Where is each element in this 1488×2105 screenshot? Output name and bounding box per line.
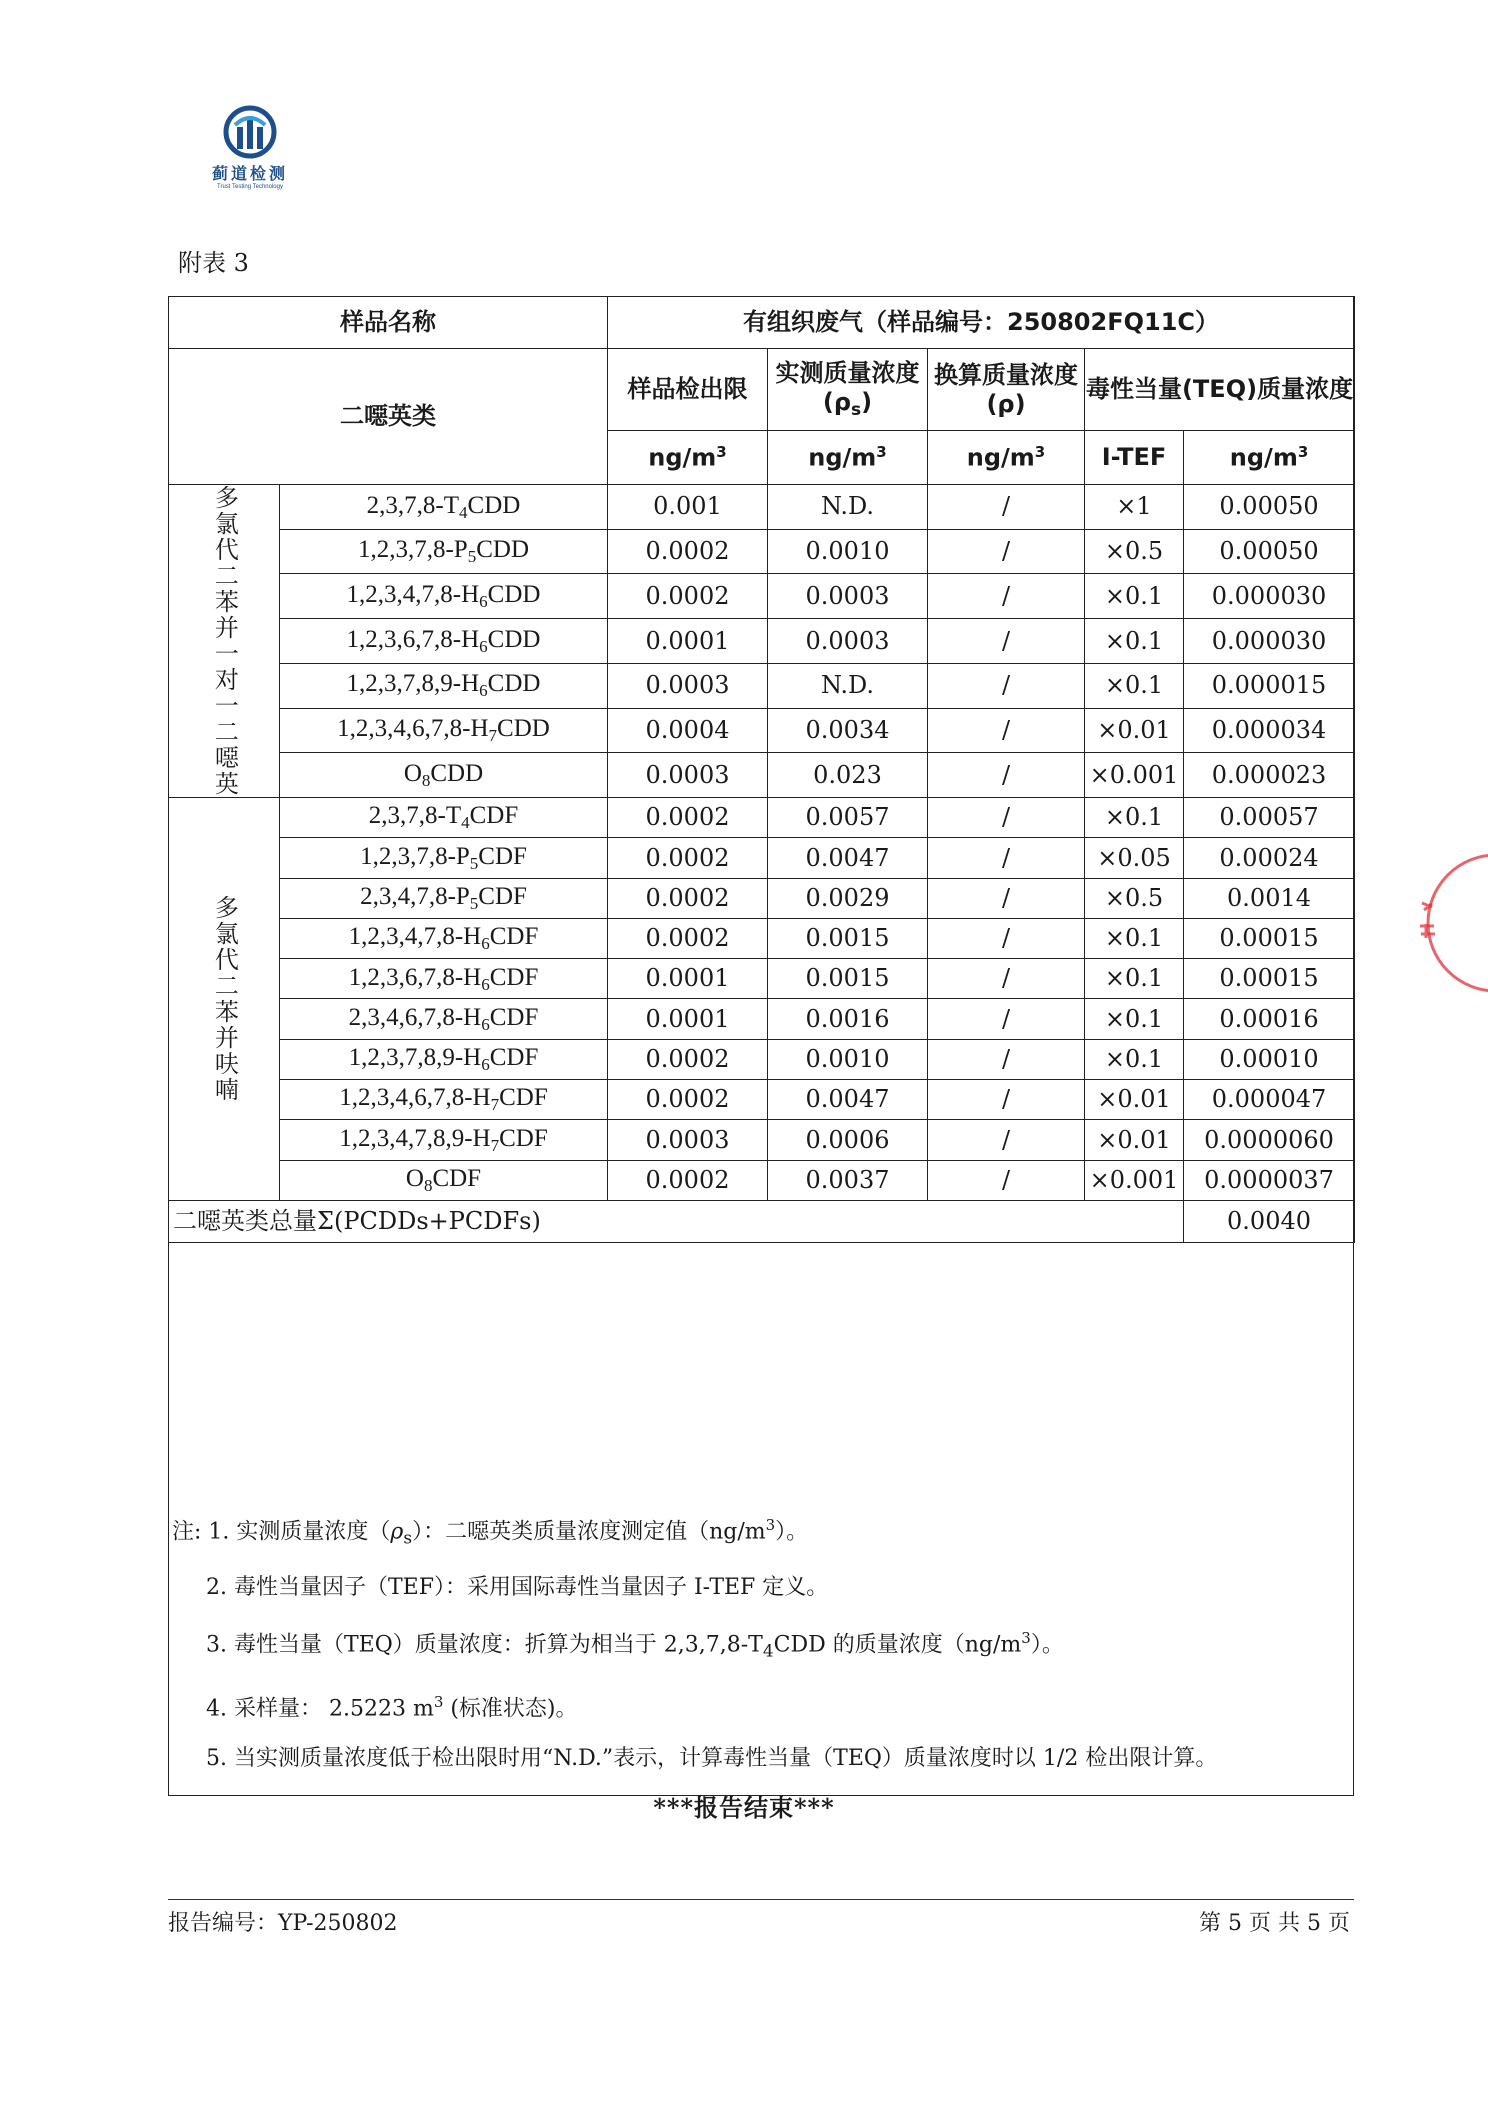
unit-text: ng/m (808, 443, 877, 472)
compound-subscript: 7 (490, 1135, 500, 1155)
compound-prefix: 1,2,3,6,7,8-H (346, 625, 480, 653)
table-row (169, 959, 1355, 999)
note-3-text-b: CDD 的质量浓度（ng/m (773, 1632, 1022, 1658)
total-value: 0.0040 (1184, 1200, 1355, 1242)
compound-subscript: 6 (481, 974, 490, 994)
compound-prefix: 1,2,3,4,6,7,8-H (337, 715, 489, 743)
teq-cell: 0.0000060 (1184, 1120, 1355, 1160)
compound-suffix: CDF (489, 963, 539, 991)
converted-cell: / (928, 1160, 1085, 1200)
compound-suffix: CDF (469, 802, 519, 830)
company-logo (200, 105, 300, 190)
note-3-sub: 4 (762, 1641, 774, 1662)
converted-cell: / (928, 753, 1085, 798)
compound-prefix: 2,3,7,8-T (368, 802, 462, 830)
teq-cell: 0.000034 (1184, 708, 1355, 753)
compound-name (280, 1160, 608, 1200)
teq-cell: 0.00015 (1184, 918, 1355, 958)
detection-limit-cell: 0.0001 (608, 999, 768, 1039)
total-row (169, 1200, 1355, 1242)
compound-name (280, 529, 608, 574)
teq-cell: 0.0014 (1184, 878, 1355, 918)
note-4 (172, 1677, 1348, 1734)
compound-prefix: 1,2,3,4,7,8-H (346, 581, 480, 609)
compound-subscript: 6 (479, 636, 488, 656)
converted-cell: / (928, 798, 1085, 838)
compound-name (280, 798, 608, 838)
detection-limit-cell: 0.0001 (608, 959, 768, 999)
col-measured-close: ) (861, 387, 873, 416)
converted-cell: / (928, 574, 1085, 619)
teq-cell: 0.00050 (1184, 529, 1355, 574)
note-4-text-a: 4. 采样量： 2.5223 m (206, 1695, 434, 1721)
compound-subscript: 6 (479, 592, 488, 612)
compound-suffix: CDF (478, 842, 527, 870)
teq-cell: 0.000023 (1184, 753, 1355, 798)
note-4-text-b: (标准状态)。 (443, 1695, 578, 1721)
measured-cell: 0.0003 (768, 619, 928, 664)
sample-name-label: 样品名称 (169, 297, 608, 349)
teq-cell: 0.00010 (1184, 1039, 1355, 1079)
measured-cell: N.D. (768, 485, 928, 530)
teq-cell: 0.0000037 (1184, 1160, 1355, 1200)
compound-subscript: 5 (469, 894, 479, 914)
converted-cell: / (928, 485, 1085, 530)
converted-cell: / (928, 838, 1085, 878)
note-1-text-a: 注: 1. 实测质量浓度（ (172, 1519, 391, 1545)
measured-cell: 0.0015 (768, 918, 928, 958)
compound-suffix: CDF (489, 1044, 539, 1072)
teq-cell: 0.000015 (1184, 663, 1355, 708)
measured-cell: 0.0006 (768, 1120, 928, 1160)
compound-suffix: CDD (487, 625, 541, 653)
seal-stamp-icon (1408, 848, 1488, 998)
compound-subscript: 7 (488, 726, 498, 746)
unit-itef: I-TEF (1085, 431, 1184, 485)
table-row (169, 1039, 1355, 1079)
measured-cell: 0.0029 (768, 878, 928, 918)
compound-name (280, 485, 608, 530)
compound-prefix: O (403, 759, 422, 787)
total-label: 二噁英类总量Σ(PCDDs+PCDFs) (169, 1200, 1184, 1242)
compound-suffix: CDF (489, 1003, 539, 1031)
pcdf-group-label: 多氯代二苯并呋喃 (169, 798, 280, 1201)
compound-subscript: 8 (421, 770, 431, 790)
report-end-text: ***报告结束*** (653, 1793, 835, 1822)
teq-cell: 0.000047 (1184, 1080, 1355, 1120)
detection-limit-cell: 0.001 (608, 485, 768, 530)
report-number: 报告编号：YP-250802 (168, 1911, 398, 1936)
compound-prefix: 1,2,3,6,7,8-H (348, 963, 482, 991)
compound-suffix: CDF (478, 883, 527, 910)
detection-limit-cell: 0.0002 (608, 1080, 768, 1120)
tef-cell: ×0.1 (1085, 574, 1184, 619)
compound-prefix: O (405, 1165, 424, 1193)
tef-cell: ×0.1 (1085, 999, 1184, 1039)
teq-cell: 0.00016 (1184, 999, 1355, 1039)
measured-cell: 0.0047 (768, 1080, 928, 1120)
table-row (169, 663, 1355, 708)
measured-cell: 0.0015 (768, 959, 928, 999)
compound-suffix: CDD (476, 536, 530, 564)
company-name-en: Trust Testing Technology (217, 184, 283, 190)
compound-prefix: 2,3,7,8-T (366, 491, 460, 519)
compound-subscript: 6 (479, 681, 488, 701)
compound-prefix: 2,3,4,7,8-P (360, 883, 470, 910)
compound-subscript: 6 (481, 1055, 490, 1075)
table-row (169, 918, 1355, 958)
note-2: 2. 毒性当量因子（TEF）：采用国际毒性当量因子 I-TEF 定义。 (206, 1575, 829, 1601)
compound-name (280, 753, 608, 798)
table-row (169, 619, 1355, 664)
teq-cell: 0.00024 (1184, 838, 1355, 878)
compound-prefix: 1,2,3,7,8,9-H (346, 670, 480, 698)
table-row (169, 798, 1355, 838)
measured-cell: 0.0003 (768, 574, 928, 619)
note-3-text-c: ）。 (1030, 1632, 1064, 1658)
converted-cell: / (928, 1039, 1085, 1079)
note-1-text-b: ）：二噁英类质量浓度测定值（ng/m (412, 1519, 766, 1545)
note-4-sup: 3 (433, 1692, 444, 1711)
note-3 (172, 1613, 1348, 1676)
col-measured-sub: s (851, 399, 862, 420)
footer-divider (168, 1899, 1354, 1900)
note-1-sup: 3 (765, 1516, 776, 1534)
category-label: 二噁英类 (169, 349, 608, 485)
detection-limit-cell: 0.0002 (608, 1160, 768, 1200)
pcdd-group-label: 多氯代二苯并一对一二噁英 (169, 485, 280, 798)
tef-cell: ×0.1 (1085, 1039, 1184, 1079)
note-5: 5. 当实测质量浓度低于检出限时用“N.D.”表示，计算毒性当量（TEQ）质量浓度时以 1/2 检出限计算。 (206, 1745, 1218, 1771)
compound-subscript: 7 (490, 1095, 500, 1115)
converted-cell: / (928, 1120, 1085, 1160)
table-row (169, 838, 1355, 878)
table-row (169, 1080, 1355, 1120)
measured-cell: 0.0037 (768, 1160, 928, 1200)
detection-limit-cell: 0.0002 (608, 574, 768, 619)
unit-sup: 3 (716, 442, 727, 461)
header-row (169, 349, 1355, 431)
detection-limit-cell: 0.0002 (608, 878, 768, 918)
appendix-title: 附表 3 (178, 249, 249, 277)
teq-cell: 0.00057 (1184, 798, 1355, 838)
col-measured-text: 实测质量浓度(ρ (775, 358, 920, 416)
compound-prefix: 1,2,3,7,8-P (357, 536, 468, 564)
converted-cell: / (928, 1080, 1085, 1120)
table-row (169, 1120, 1355, 1160)
unit-text: ng/m (1229, 443, 1298, 472)
measured-cell: N.D. (768, 663, 928, 708)
compound-suffix: CDF (499, 1084, 548, 1112)
measured-cell: 0.0034 (768, 708, 928, 753)
table-row (169, 1160, 1355, 1200)
sample-name-row (169, 297, 1355, 349)
converted-cell: / (928, 918, 1085, 958)
note-3-sup: 3 (1021, 1629, 1031, 1648)
compound-name (280, 838, 608, 878)
col-converted: 换算质量浓度(ρ) (928, 349, 1085, 431)
tef-cell: ×0.01 (1085, 1080, 1184, 1120)
unit-text: ng/m (966, 443, 1035, 472)
unit-detection-limit (608, 431, 768, 485)
converted-cell: / (928, 999, 1085, 1039)
detection-limit-cell: 0.0003 (608, 1120, 768, 1160)
compound-suffix: CDD (430, 759, 484, 787)
compound-name (280, 959, 608, 999)
converted-cell: / (928, 529, 1085, 574)
tef-cell: ×0.01 (1085, 708, 1184, 753)
note-1-text-c: ）。 (775, 1519, 809, 1545)
company-name-cn: 蓟道检测 (211, 164, 288, 183)
table-row (169, 878, 1355, 918)
compound-subscript: 6 (481, 1014, 490, 1034)
table-row (169, 753, 1355, 798)
compound-suffix: CDD (467, 491, 521, 519)
compound-subscript: 4 (459, 502, 468, 522)
compound-name (280, 1039, 608, 1079)
note-3-text-a: 3. 毒性当量（TEQ）质量浓度：折算为相当于 2,3,7,8-T (206, 1632, 763, 1658)
unit-sup: 3 (1297, 442, 1309, 461)
teq-cell: 0.00015 (1184, 959, 1355, 999)
table-row (169, 529, 1355, 574)
compound-name (280, 574, 608, 619)
tef-cell: ×0.05 (1085, 838, 1184, 878)
converted-cell: / (928, 663, 1085, 708)
sample-name-value: 有组织废气（样品编号：250802FQ11C） (608, 297, 1355, 349)
tef-cell: ×0.01 (1085, 1120, 1184, 1160)
table-row (169, 708, 1355, 753)
compound-prefix: 1,2,3,4,7,8-H (348, 923, 482, 951)
measured-cell: 0.0010 (768, 1039, 928, 1079)
col-teq: 毒性当量(TEQ)质量浓度 (1085, 349, 1355, 431)
converted-cell: / (928, 959, 1085, 999)
detection-limit-cell: 0.0002 (608, 838, 768, 878)
compound-name (280, 619, 608, 664)
tef-cell: ×0.001 (1085, 1160, 1184, 1200)
compound-subscript: 4 (461, 813, 470, 833)
tef-cell: ×0.5 (1085, 878, 1184, 918)
compound-suffix: CDD (487, 670, 541, 698)
tef-cell: ×0.5 (1085, 529, 1184, 574)
page-number: 第 5 页 共 5 页 (1199, 1911, 1350, 1936)
detection-limit-cell: 0.0002 (608, 798, 768, 838)
compound-name (280, 663, 608, 708)
compound-suffix: CDD (497, 715, 550, 743)
measured-cell: 0.0010 (768, 529, 928, 574)
compound-subscript: 8 (423, 1176, 433, 1196)
compound-name (280, 918, 608, 958)
measured-cell: 0.0016 (768, 999, 928, 1039)
compound-name (280, 1120, 608, 1160)
unit-converted (928, 431, 1085, 485)
compound-suffix: CDF (489, 923, 539, 951)
notes-section (172, 1500, 1348, 1784)
tef-cell: ×0.1 (1085, 798, 1184, 838)
converted-cell: / (928, 878, 1085, 918)
official-seal-stamp (1408, 848, 1488, 998)
unit-teq (1184, 431, 1355, 485)
detection-limit-cell: 0.0002 (608, 918, 768, 958)
compound-subscript: 5 (469, 853, 479, 873)
unit-sup: 3 (1034, 442, 1046, 461)
unit-text: ng/m (648, 443, 717, 472)
unit-sup: 3 (876, 442, 887, 461)
measured-cell: 0.0057 (768, 798, 928, 838)
compound-prefix: 1,2,3,7,8,9-H (348, 1044, 482, 1072)
compound-prefix: 1,2,3,4,6,7,8-H (339, 1084, 491, 1112)
compound-name (280, 1080, 608, 1120)
note-1-sub: s (403, 1528, 413, 1549)
table-row (169, 999, 1355, 1039)
note-1 (172, 1500, 1348, 1563)
dioxin-results-table (168, 296, 1355, 1243)
compound-suffix: CDF (499, 1124, 548, 1152)
tef-cell: ×0.001 (1085, 753, 1184, 798)
tef-cell: ×0.1 (1085, 663, 1184, 708)
compound-prefix: 1,2,3,4,7,8,9-H (339, 1124, 491, 1152)
teq-cell: 0.000030 (1184, 619, 1355, 664)
teq-cell: 0.00050 (1184, 485, 1355, 530)
detection-limit-cell: 0.0002 (608, 1039, 768, 1079)
compound-name (280, 999, 608, 1039)
tef-cell: ×1 (1085, 485, 1184, 530)
converted-cell: / (928, 619, 1085, 664)
detection-limit-cell: 0.0002 (608, 529, 768, 574)
detection-limit-cell: 0.0001 (608, 619, 768, 664)
compound-subscript: 5 (467, 547, 477, 567)
tef-cell: ×0.1 (1085, 959, 1184, 999)
table-row (169, 485, 1355, 530)
note-1-rho: ρ (390, 1519, 404, 1545)
tef-cell: ×0.1 (1085, 918, 1184, 958)
detection-limit-cell: 0.0003 (608, 753, 768, 798)
teq-cell: 0.000030 (1184, 574, 1355, 619)
detection-limit-cell: 0.0003 (608, 663, 768, 708)
col-detection-limit: 样品检出限 (608, 349, 768, 431)
table-row (169, 574, 1355, 619)
logo-emblem-icon (223, 105, 277, 159)
col-measured (768, 349, 928, 431)
compound-name (280, 708, 608, 753)
measured-cell: 0.0047 (768, 838, 928, 878)
compound-suffix: CDF (432, 1165, 482, 1193)
compound-prefix: 2,3,4,6,7,8-H (348, 1003, 482, 1031)
measured-cell: 0.023 (768, 753, 928, 798)
compound-prefix: 1,2,3,7,8-P (360, 842, 470, 870)
tef-cell: ×0.1 (1085, 619, 1184, 664)
converted-cell: / (928, 708, 1085, 753)
compound-subscript: 6 (481, 934, 490, 954)
unit-measured (768, 431, 928, 485)
compound-suffix: CDD (487, 581, 541, 609)
compound-name (280, 878, 608, 918)
detection-limit-cell: 0.0004 (608, 708, 768, 753)
